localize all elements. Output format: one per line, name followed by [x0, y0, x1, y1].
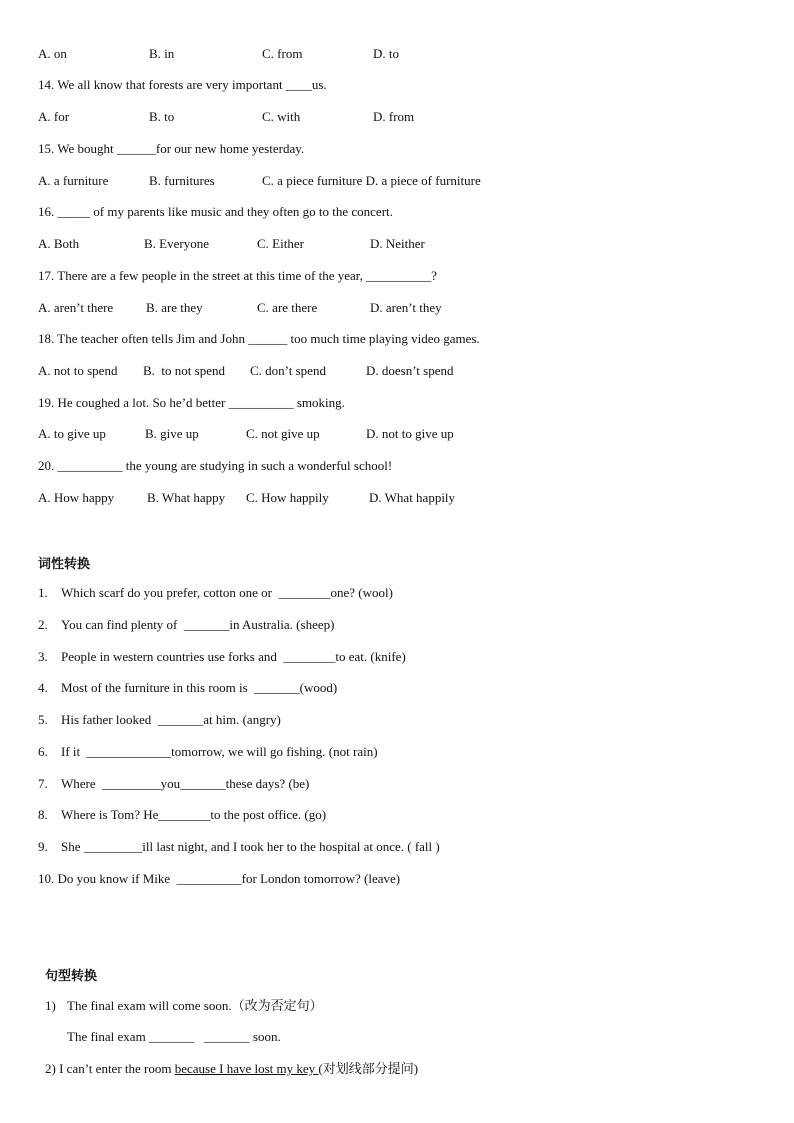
- item-number: 1): [45, 998, 56, 1013]
- q13-option-d: D. to: [373, 46, 399, 61]
- q20-option-d: D. What happily: [369, 490, 456, 505]
- section-heading-sentence-transform: 句型转换: [45, 969, 98, 984]
- q16-option-b: B. Everyone: [144, 236, 209, 251]
- sentence-item-1-answer: The final exam _______ _______ soon.: [67, 1029, 281, 1044]
- q20-option-c: C. How happily: [246, 490, 329, 505]
- word-form-item-8: [38, 807, 327, 823]
- q20-stem: 20. __________ the young are studying in such a wonderful school!: [38, 458, 393, 473]
- item-number: 8.: [38, 807, 48, 822]
- item-text: Where is Tom? He________to the post office. (go): [61, 807, 327, 822]
- item-number: 6.: [38, 744, 48, 759]
- word-form-item-10: [38, 871, 400, 887]
- item-number: 4.: [38, 680, 48, 695]
- q13-option-c: C. from: [262, 46, 303, 61]
- q19-option-d: D. not to give up: [366, 426, 454, 441]
- q15-option-b: B. furnitures: [149, 173, 215, 188]
- item-text-instruction: (对划线部分提问): [318, 1061, 419, 1076]
- item-number: 7.: [38, 776, 48, 791]
- item-text: The final exam will come soon.（改为否定句）: [67, 998, 323, 1013]
- item-text: She _________ill last night, and I took her to the hospital at once. ( fall ): [61, 839, 440, 854]
- q14-option-b: B. to: [149, 109, 175, 124]
- item-number: 5.: [38, 712, 48, 727]
- item-text: Where _________you_______these days? (be): [61, 776, 310, 791]
- q13-option-a: A. on: [38, 46, 67, 61]
- item-text-pre: I can’t enter the room: [59, 1061, 175, 1076]
- q15-stem: 15. We bought ______for our new home yesterday.: [38, 141, 305, 156]
- q17-option-d: D. aren’t they: [370, 300, 442, 315]
- item-text: Which scarf do you prefer, cotton one or ________one? (wool): [61, 585, 393, 600]
- word-form-item-9: [38, 839, 440, 855]
- q14-option-a: A. for: [38, 109, 70, 124]
- word-form-item-7: [38, 776, 310, 792]
- q20-option-b: B. What happy: [147, 490, 226, 505]
- word-form-item-5: [38, 712, 281, 728]
- q16-option-a: A. Both: [38, 236, 80, 251]
- item-number: 1.: [38, 585, 48, 600]
- q17-stem: 17. There are a few people in the street at this time of the year, __________?: [38, 268, 437, 283]
- word-form-item-3: [38, 649, 406, 665]
- q18-option-a: A. not to spend: [38, 363, 118, 378]
- item-text: People in western countries use forks and ________to eat. (knife): [61, 649, 406, 664]
- q19-option-c: C. not give up: [246, 426, 320, 441]
- q16-option-c: C. Either: [257, 236, 304, 251]
- q20-option-a: A. How happy: [38, 490, 115, 505]
- item-text: Do you know if Mike __________for London tomorrow? (leave): [57, 871, 401, 886]
- word-form-item-4: [38, 680, 338, 696]
- q14-option-c: C. with: [262, 109, 301, 124]
- item-number: 3.: [38, 649, 48, 664]
- item-text-underlined: because I have lost my key: [174, 1061, 319, 1076]
- item-text: His father looked _______at him. (angry): [61, 712, 281, 727]
- item-text: You can find plenty of _______in Australia. (sheep): [61, 617, 335, 632]
- word-form-item-6: [38, 744, 378, 760]
- q17-option-a: A. aren’t there: [38, 300, 114, 315]
- q17-option-b: B. are they: [146, 300, 203, 315]
- word-form-item-1: [38, 585, 393, 601]
- section-heading-word-forms: 词性转换: [38, 557, 91, 572]
- q19-option-b: B. give up: [145, 426, 199, 441]
- q19-stem: 19. He coughed a lot. So he’d better __________ smoking.: [38, 395, 345, 410]
- q15-option-cd: C. a piece furniture D. a piece of furniture: [262, 173, 481, 188]
- q15-option-a: A. a furniture: [38, 173, 109, 188]
- q14-stem: 14. We all know that forests are very important ____us.: [38, 77, 327, 92]
- q18-option-b: B. to not spend: [143, 363, 225, 378]
- q18-stem: 18. The teacher often tells Jim and John ______ too much time playing video games.: [38, 331, 480, 346]
- q13-option-b: B. in: [149, 46, 175, 61]
- item-text: Most of the furniture in this room is _______(wood): [61, 680, 338, 695]
- item-number: 10.: [38, 871, 55, 886]
- sentence-item-1: [45, 998, 323, 1014]
- q17-option-c: C. are there: [257, 300, 318, 315]
- item-text: If it _____________tomorrow, we will go fishing. (not rain): [61, 744, 378, 759]
- item-number: 2.: [38, 617, 48, 632]
- q16-option-d: D. Neither: [370, 236, 425, 251]
- q16-stem: 16. _____ of my parents like music and they often go to the concert.: [38, 204, 393, 219]
- sentence-item-2: [45, 1061, 418, 1077]
- q18-option-c: C. don’t spend: [250, 363, 326, 378]
- q19-option-a: A. to give up: [38, 426, 106, 441]
- word-form-item-2: [38, 617, 335, 633]
- item-number: 9.: [38, 839, 48, 854]
- item-number: 2): [45, 1061, 56, 1076]
- q14-option-d: D. from: [373, 109, 415, 124]
- q18-option-d: D. doesn’t spend: [366, 363, 454, 378]
